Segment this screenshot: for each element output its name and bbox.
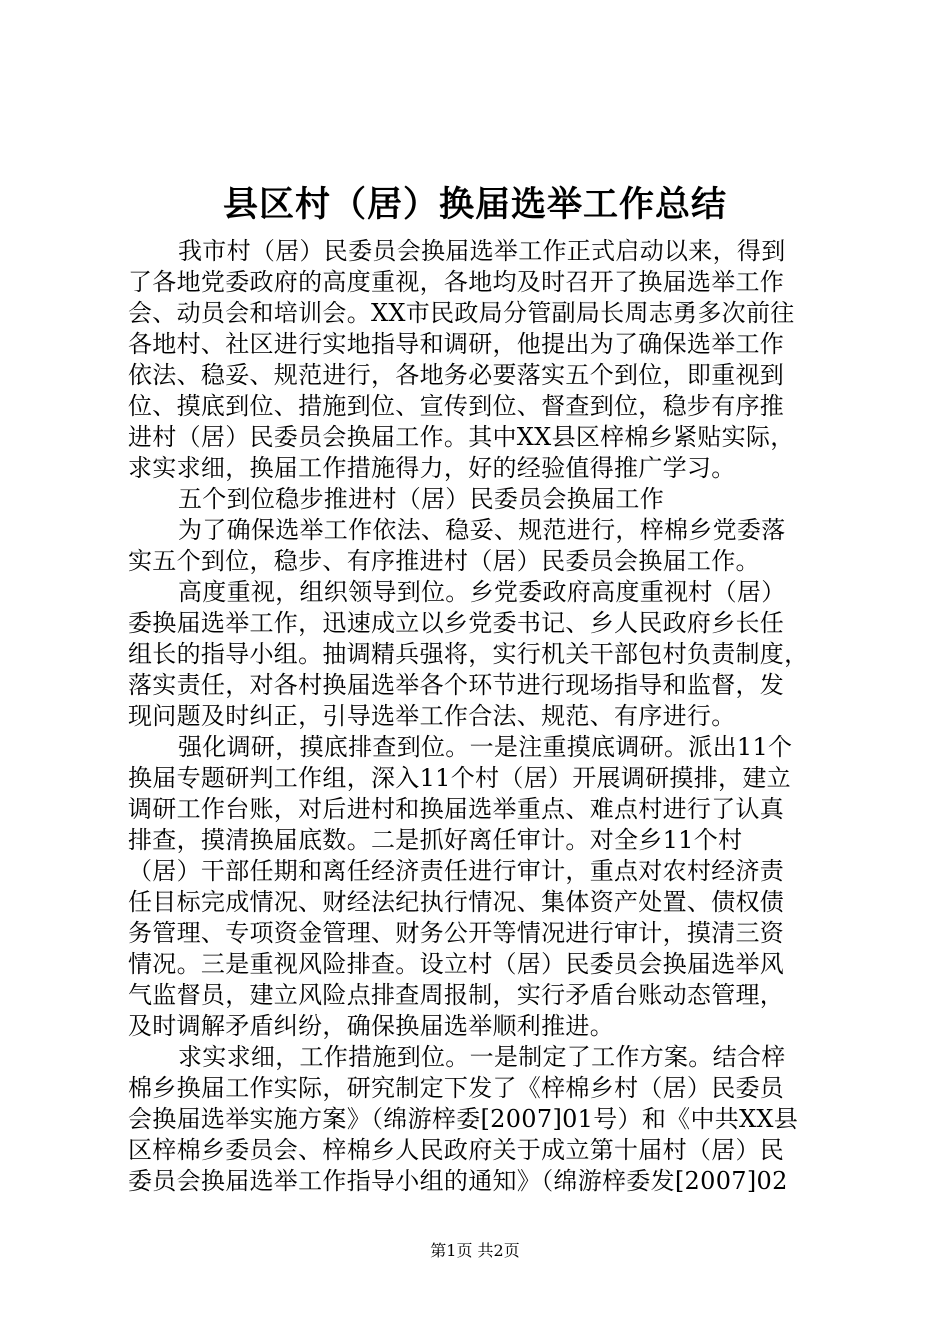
page-number: 第1页 共2页 [430,1241,520,1260]
text-line: 及时调解矛盾纠纷，确保换届选举顺利推进。 [128,1012,614,1040]
text-line: 为了确保选举工作依法、稳妥、规范进行，梓棉乡党委落 [178,516,786,544]
text-line: 位、摸底到位、措施到位、宣传到位、督查到位，稳步有序推 [128,392,785,420]
text-line: 求实求细，工作措施到位。一是制定了工作方案。结合梓 [178,1043,786,1071]
text-line: 进村（居）民委员会换届工作。其中XX县区梓棉乡紧贴实际， [128,423,795,451]
text-line: 区梓棉乡委员会、梓棉乡人民政府关于成立第十届村（居）民 [128,1136,785,1164]
text-line: 气监督员，建立风险点排查周报制，实行矛盾台账动态管理， [128,981,785,1009]
text-line: 委员会换届选举工作指导小组的通知》（绵游梓委发[2007]02 [128,1167,788,1195]
text-line: 依法、稳妥、规范进行，各地务必要落实五个到位，即重视到 [128,361,785,389]
text-line: 求实求细，换届工作措施得力，好的经验值得推广学习。 [128,454,736,482]
text-line: 委换届选举工作，迅速成立以乡党委书记、乡人民政府乡长任 [128,609,785,637]
text-line: 各地村、社区进行实地指导和调研，他提出为了确保选举工作 [128,330,785,358]
text-line: 落实责任，对各村换届选举各个环节进行现场指导和监督，发 [128,671,785,699]
text-line: 务管理、专项资金管理、财务公开等情况进行审计，摸清三资 [128,919,785,947]
text-line: 现问题及时纠正，引导选举工作合法、规范、有序进行。 [128,702,736,730]
document-body [128,236,828,1197]
text-line: 棉乡换届工作实际，研究制定下发了《梓棉乡村（居）民委员 [128,1074,785,1102]
text-line: 强化调研，摸底排查到位。一是注重摸底调研。派出11个 [178,733,793,761]
text-line: 换届专题研判工作组，深入11个村（居）开展调研摸排，建立 [128,764,791,792]
text-line: 组长的指导小组。抽调精兵强将，实行机关干部包村负责制度， [128,640,809,668]
text-line: 调研工作台账，对后进村和换届选举重点、难点村进行了认真 [128,795,785,823]
text-line: 排查，摸清换届底数。二是抓好离任审计。对全乡11个村 [128,826,743,854]
text-line: 会、动员会和培训会。XX市民政局分管副局长周志勇多次前往 [128,299,795,327]
text-line: 高度重视，组织领导到位。乡党委政府高度重视村（居） [178,578,786,606]
text-line: 了各地党委政府的高度重视，各地均及时召开了换届选举工作 [128,268,785,296]
text-line: 我市村（居）民委员会换届选举工作正式启动以来，得到 [178,237,786,265]
section-heading: 五个到位稳步推进村（居）民委员会换届工作 [178,485,664,513]
text-line: 任目标完成情况、财经法纪执行情况、集体资产处置、债权债 [128,888,785,916]
text-line: （居）干部任期和离任经济责任进行审计，重点对农村经济责 [128,857,785,885]
text-line: 实五个到位，稳步、有序推进村（居）民委员会换届工作。 [128,547,760,575]
text-line: 会换届选举实施方案》（绵游梓委[2007]01号）和《中共XX县 [128,1105,799,1133]
document-title: 县区村（居）换届选举工作总结 [222,184,727,225]
text-line: 情况。三是重视风险排查。设立村（居）民委员会换届选举风 [128,950,785,978]
